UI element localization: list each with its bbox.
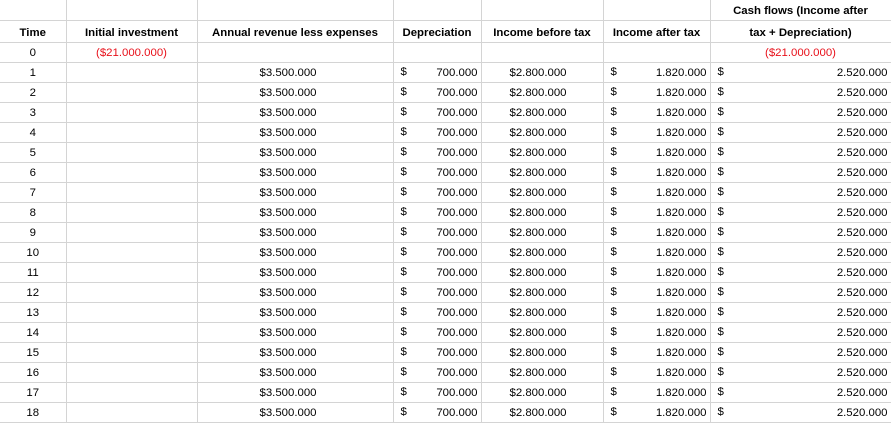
cell[interactable]: [0, 0, 66, 21]
income-before-tax-cell[interactable]: $2.800.000: [481, 343, 603, 363]
dollar-sign: $: [400, 266, 407, 278]
income-after-tax-value: 1.820.000: [655, 227, 707, 239]
depreciation-cell[interactable]: [393, 143, 481, 163]
dollar-sign: $: [610, 126, 617, 138]
dollar-sign: $: [610, 326, 617, 338]
cash-flow-cell[interactable]: [710, 343, 891, 363]
dollar-sign: $: [400, 246, 407, 258]
depreciation-cell[interactable]: [393, 103, 481, 123]
time-cell[interactable]: 8: [0, 203, 66, 223]
table-row: [0, 143, 891, 163]
depreciation-value: 700.000: [436, 207, 478, 219]
income-after-tax-cell[interactable]: [603, 103, 710, 123]
dollar-sign: $: [400, 226, 407, 238]
cash-flow-value: 2.520.000: [836, 147, 888, 159]
time-cell[interactable]: 14: [0, 323, 66, 343]
cash-flow-value: 2.520.000: [836, 407, 888, 419]
header-income-before-tax[interactable]: Income before tax: [481, 21, 603, 43]
table-row: [0, 283, 891, 303]
time-cell[interactable]: 10: [0, 243, 66, 263]
income-before-tax-cell[interactable]: $2.800.000: [481, 103, 603, 123]
revenue-cell[interactable]: $3.500.000: [197, 363, 393, 383]
income-after-tax-cell[interactable]: [603, 303, 710, 323]
cash-flow-cell[interactable]: [710, 183, 891, 203]
depreciation-cell[interactable]: [393, 323, 481, 343]
time-cell[interactable]: 5: [0, 143, 66, 163]
dollar-sign: $: [400, 146, 407, 158]
dollar-sign: $: [610, 366, 617, 378]
dollar-sign: $: [610, 346, 617, 358]
revenue-cell[interactable]: $3.500.000: [197, 83, 393, 103]
income-after-tax-value: 1.820.000: [655, 147, 707, 159]
depreciation-value: 700.000: [436, 107, 478, 119]
income-after-tax-cell[interactable]: [603, 243, 710, 263]
initial-investment-cell[interactable]: [66, 403, 197, 423]
dollar-sign: $: [717, 366, 724, 378]
cell[interactable]: [197, 0, 393, 21]
dollar-sign: $: [610, 266, 617, 278]
header-initial-investment[interactable]: Initial investment: [66, 21, 197, 43]
dollar-sign: $: [400, 106, 407, 118]
income-after-tax-value: 1.820.000: [655, 87, 707, 99]
cash-flow-value: 2.520.000: [836, 167, 888, 179]
header-row: [0, 21, 891, 43]
initial-investment-cell[interactable]: [66, 103, 197, 123]
dollar-sign: $: [400, 166, 407, 178]
dollar-sign: $: [610, 146, 617, 158]
income-after-tax-cell[interactable]: [603, 123, 710, 143]
revenue-cell[interactable]: $3.500.000: [197, 223, 393, 243]
time-cell[interactable]: 6: [0, 163, 66, 183]
income-before-tax-cell[interactable]: $2.800.000: [481, 123, 603, 143]
depreciation-cell[interactable]: [393, 303, 481, 323]
income-after-tax-value: 1.820.000: [655, 267, 707, 279]
depreciation-value: 700.000: [436, 247, 478, 259]
initial-investment-cell[interactable]: [66, 183, 197, 203]
dollar-sign: $: [717, 346, 724, 358]
depreciation-value: 700.000: [436, 367, 478, 379]
table-row: [0, 103, 891, 123]
dollar-sign: $: [610, 106, 617, 118]
time-cell[interactable]: 13: [0, 303, 66, 323]
depreciation-value: 700.000: [436, 387, 478, 399]
revenue-cell[interactable]: $3.500.000: [197, 303, 393, 323]
depreciation-value: 700.000: [436, 127, 478, 139]
revenue-cell[interactable]: $3.500.000: [197, 123, 393, 143]
income-after-tax-value: 1.820.000: [655, 327, 707, 339]
table-row: [0, 383, 891, 403]
cash-flow-cell[interactable]: [710, 363, 891, 383]
cash-flow-value: 2.520.000: [836, 307, 888, 319]
table-row: [0, 83, 891, 103]
income-after-tax-value: 1.820.000: [655, 387, 707, 399]
time-cell[interactable]: 2: [0, 83, 66, 103]
income-after-tax-cell[interactable]: [603, 283, 710, 303]
dollar-sign: $: [717, 66, 724, 78]
income-before-tax-cell[interactable]: $2.800.000: [481, 143, 603, 163]
time-cell[interactable]: 12: [0, 283, 66, 303]
table-row: [0, 303, 891, 323]
depreciation-value: 700.000: [436, 87, 478, 99]
revenue-cell[interactable]: $3.500.000: [197, 63, 393, 83]
depreciation-value: 700.000: [436, 327, 478, 339]
dollar-sign: $: [400, 306, 407, 318]
dollar-sign: $: [717, 166, 724, 178]
income-before-tax-cell[interactable]: $2.800.000: [481, 63, 603, 83]
cash-flow-value: 2.520.000: [836, 207, 888, 219]
dollar-sign: $: [400, 406, 407, 418]
income-before-tax-cell[interactable]: $2.800.000: [481, 223, 603, 243]
depreciation-cell[interactable]: [393, 183, 481, 203]
initial-investment-cell[interactable]: [66, 203, 197, 223]
initial-investment-cell[interactable]: [66, 143, 197, 163]
cash-flow-value: 2.520.000: [836, 267, 888, 279]
cash-flow-value: 2.520.000: [836, 387, 888, 399]
income-after-tax-cell[interactable]: [603, 383, 710, 403]
header-depreciation[interactable]: Depreciation: [393, 21, 481, 43]
income-before-tax-cell[interactable]: $2.800.000: [481, 183, 603, 203]
income-before-tax-cell[interactable]: $2.800.000: [481, 163, 603, 183]
income-after-tax-value: 1.820.000: [655, 187, 707, 199]
dollar-sign: $: [400, 186, 407, 198]
cash-flow-cell[interactable]: [710, 303, 891, 323]
cash-flow-cell[interactable]: [710, 263, 891, 283]
income-after-tax-value: 1.820.000: [655, 67, 707, 79]
time-cell[interactable]: 3: [0, 103, 66, 123]
dollar-sign: $: [400, 366, 407, 378]
income-after-tax-value: 1.820.000: [655, 287, 707, 299]
revenue-cell[interactable]: $3.500.000: [197, 343, 393, 363]
cash-flow-cell[interactable]: [710, 83, 891, 103]
initial-investment-cell[interactable]: [66, 163, 197, 183]
depreciation-cell[interactable]: [393, 363, 481, 383]
time-cell[interactable]: 15: [0, 343, 66, 363]
dollar-sign: $: [400, 206, 407, 218]
depreciation-value: 700.000: [436, 267, 478, 279]
time-cell[interactable]: 18: [0, 403, 66, 423]
dollar-sign: $: [717, 246, 724, 258]
table-row: [0, 343, 891, 363]
initial-investment-cell[interactable]: [66, 343, 197, 363]
cash-flow-value: 2.520.000: [836, 367, 888, 379]
table-row: [0, 323, 891, 343]
cash-flow-value: 2.520.000: [836, 187, 888, 199]
cash-flow-cell[interactable]: [710, 143, 891, 163]
depreciation-cell[interactable]: [393, 343, 481, 363]
dollar-sign: $: [610, 206, 617, 218]
revenue-cell[interactable]: $3.500.000: [197, 383, 393, 403]
depreciation-cell[interactable]: [393, 63, 481, 83]
income-after-tax-cell[interactable]: [603, 143, 710, 163]
cell[interactable]: [393, 43, 481, 63]
revenue-cell[interactable]: $3.500.000: [197, 323, 393, 343]
income-before-tax-cell[interactable]: $2.800.000: [481, 283, 603, 303]
cash-flow-cell[interactable]: ($21.000.000): [710, 43, 891, 63]
depreciation-value: 700.000: [436, 407, 478, 419]
income-after-tax-cell[interactable]: [603, 83, 710, 103]
table-row: [0, 163, 891, 183]
initial-investment-cell[interactable]: ($21.000.000): [66, 43, 197, 63]
cash-flow-cell[interactable]: [710, 203, 891, 223]
table-row: [0, 263, 891, 283]
revenue-cell[interactable]: $3.500.000: [197, 263, 393, 283]
time-cell[interactable]: 4: [0, 123, 66, 143]
income-after-tax-cell[interactable]: [603, 343, 710, 363]
cell[interactable]: [393, 0, 481, 21]
depreciation-cell[interactable]: [393, 163, 481, 183]
income-after-tax-value: 1.820.000: [655, 167, 707, 179]
depreciation-cell[interactable]: [393, 263, 481, 283]
income-after-tax-value: 1.820.000: [655, 207, 707, 219]
income-after-tax-cell[interactable]: [603, 263, 710, 283]
table-row: [0, 223, 891, 243]
table-row: [0, 403, 891, 423]
table-row: [0, 363, 891, 383]
dollar-sign: $: [717, 386, 724, 398]
income-before-tax-cell[interactable]: $2.800.000: [481, 383, 603, 403]
income-after-tax-value: 1.820.000: [655, 347, 707, 359]
cash-flow-value: 2.520.000: [836, 287, 888, 299]
time-cell[interactable]: 11: [0, 263, 66, 283]
table-row: [0, 243, 891, 263]
initial-investment-cell[interactable]: [66, 83, 197, 103]
cash-flow-value: 2.520.000: [836, 227, 888, 239]
income-after-tax-cell[interactable]: [603, 163, 710, 183]
income-before-tax-cell[interactable]: $2.800.000: [481, 203, 603, 223]
top-empty-row: [0, 0, 891, 21]
depreciation-value: 700.000: [436, 187, 478, 199]
income-after-tax-cell[interactable]: [603, 203, 710, 223]
depreciation-cell[interactable]: [393, 383, 481, 403]
cash-flow-value: 2.520.000: [836, 247, 888, 259]
dollar-sign: $: [717, 406, 724, 418]
depreciation-value: 700.000: [436, 147, 478, 159]
initial-investment-cell[interactable]: [66, 63, 197, 83]
income-before-tax-cell[interactable]: $2.800.000: [481, 83, 603, 103]
table-row-time-0: [0, 43, 891, 63]
cash-flow-value: 2.520.000: [836, 107, 888, 119]
dollar-sign: $: [717, 86, 724, 98]
initial-investment-cell[interactable]: [66, 123, 197, 143]
depreciation-cell[interactable]: [393, 223, 481, 243]
time-cell[interactable]: 17: [0, 383, 66, 403]
revenue-cell[interactable]: $3.500.000: [197, 283, 393, 303]
time-cell[interactable]: 16: [0, 363, 66, 383]
cell[interactable]: [603, 0, 710, 21]
header-cash-flows-line2[interactable]: tax + Depreciation): [710, 21, 891, 43]
cash-flow-cell[interactable]: [710, 103, 891, 123]
income-before-tax-cell[interactable]: $2.800.000: [481, 363, 603, 383]
income-after-tax-cell[interactable]: [603, 363, 710, 383]
cell[interactable]: [481, 0, 603, 21]
income-before-tax-cell[interactable]: $2.800.000: [481, 323, 603, 343]
dollar-sign: $: [610, 286, 617, 298]
income-after-tax-cell[interactable]: [603, 223, 710, 243]
initial-investment-cell[interactable]: [66, 323, 197, 343]
revenue-cell[interactable]: $3.500.000: [197, 243, 393, 263]
cash-flow-cell[interactable]: [710, 163, 891, 183]
dollar-sign: $: [610, 186, 617, 198]
header-income-after-tax[interactable]: Income after tax: [603, 21, 710, 43]
cash-flow-cell[interactable]: [710, 243, 891, 263]
cash-flow-cell[interactable]: [710, 383, 891, 403]
initial-investment-cell[interactable]: [66, 243, 197, 263]
dollar-sign: $: [717, 326, 724, 338]
revenue-cell[interactable]: $3.500.000: [197, 103, 393, 123]
dollar-sign: $: [717, 286, 724, 298]
depreciation-cell[interactable]: [393, 83, 481, 103]
header-annual-revenue[interactable]: Annual revenue less expenses: [197, 21, 393, 43]
income-before-tax-cell[interactable]: $2.800.000: [481, 403, 603, 423]
depreciation-value: 700.000: [436, 227, 478, 239]
depreciation-cell[interactable]: [393, 403, 481, 423]
table-row: [0, 183, 891, 203]
depreciation-cell[interactable]: [393, 203, 481, 223]
depreciation-cell[interactable]: [393, 283, 481, 303]
income-after-tax-cell[interactable]: [603, 403, 710, 423]
depreciation-cell[interactable]: [393, 123, 481, 143]
dollar-sign: $: [717, 186, 724, 198]
income-after-tax-value: 1.820.000: [655, 247, 707, 259]
table-row: [0, 123, 891, 143]
initial-investment-cell[interactable]: [66, 223, 197, 243]
dollar-sign: $: [400, 86, 407, 98]
time-cell[interactable]: 7: [0, 183, 66, 203]
cell[interactable]: [603, 43, 710, 63]
revenue-cell[interactable]: $3.500.000: [197, 183, 393, 203]
dollar-sign: $: [610, 226, 617, 238]
income-after-tax-value: 1.820.000: [655, 307, 707, 319]
cash-flow-value: 2.520.000: [836, 327, 888, 339]
income-after-tax-cell[interactable]: [603, 63, 710, 83]
dollar-sign: $: [717, 306, 724, 318]
cash-flow-value: 2.520.000: [836, 67, 888, 79]
depreciation-value: 700.000: [436, 167, 478, 179]
dollar-sign: $: [717, 206, 724, 218]
dollar-sign: $: [610, 66, 617, 78]
initial-investment-cell[interactable]: [66, 283, 197, 303]
cash-flow-cell[interactable]: [710, 123, 891, 143]
dollar-sign: $: [717, 226, 724, 238]
depreciation-value: 700.000: [436, 307, 478, 319]
revenue-cell[interactable]: $3.500.000: [197, 163, 393, 183]
dollar-sign: $: [400, 346, 407, 358]
initial-investment-cell[interactable]: [66, 263, 197, 283]
initial-investment-cell[interactable]: [66, 303, 197, 323]
dollar-sign: $: [400, 286, 407, 298]
cash-flow-value: 2.520.000: [836, 127, 888, 139]
depreciation-value: 700.000: [436, 287, 478, 299]
income-after-tax-cell[interactable]: [603, 183, 710, 203]
table-row: [0, 203, 891, 223]
table-row: [0, 63, 891, 83]
dollar-sign: $: [610, 406, 617, 418]
dollar-sign: $: [400, 386, 407, 398]
cell[interactable]: [481, 43, 603, 63]
cash-flow-value: 2.520.000: [836, 347, 888, 359]
cell[interactable]: [66, 0, 197, 21]
dollar-sign: $: [717, 106, 724, 118]
dollar-sign: $: [400, 126, 407, 138]
dollar-sign: $: [400, 66, 407, 78]
income-after-tax-value: 1.820.000: [655, 107, 707, 119]
initial-investment-cell[interactable]: [66, 363, 197, 383]
dollar-sign: $: [610, 306, 617, 318]
revenue-cell[interactable]: $3.500.000: [197, 203, 393, 223]
dollar-sign: $: [717, 266, 724, 278]
dollar-sign: $: [400, 326, 407, 338]
cell[interactable]: [197, 43, 393, 63]
dollar-sign: $: [610, 166, 617, 178]
income-after-tax-value: 1.820.000: [655, 407, 707, 419]
dollar-sign: $: [610, 246, 617, 258]
dollar-sign: $: [717, 146, 724, 158]
income-after-tax-value: 1.820.000: [655, 367, 707, 379]
header-time[interactable]: Time: [0, 21, 66, 43]
revenue-cell[interactable]: $3.500.000: [197, 143, 393, 163]
time-cell[interactable]: 1: [0, 63, 66, 83]
cash-flow-cell[interactable]: [710, 283, 891, 303]
cash-flow-cell[interactable]: [710, 403, 891, 423]
income-after-tax-cell[interactable]: [603, 323, 710, 343]
revenue-cell[interactable]: $3.500.000: [197, 403, 393, 423]
income-after-tax-value: 1.820.000: [655, 127, 707, 139]
cash-flow-cell[interactable]: [710, 223, 891, 243]
cash-flow-cell[interactable]: [710, 323, 891, 343]
income-before-tax-cell[interactable]: $2.800.000: [481, 303, 603, 323]
depreciation-value: 700.000: [436, 67, 478, 79]
time-cell[interactable]: 0: [0, 43, 66, 63]
income-before-tax-cell[interactable]: $2.800.000: [481, 263, 603, 283]
dollar-sign: $: [610, 86, 617, 98]
depreciation-value: 700.000: [436, 347, 478, 359]
dollar-sign: $: [610, 386, 617, 398]
dollar-sign: $: [717, 126, 724, 138]
cash-flow-value: 2.520.000: [836, 87, 888, 99]
time-cell[interactable]: 9: [0, 223, 66, 243]
income-before-tax-cell[interactable]: $2.800.000: [481, 243, 603, 263]
depreciation-cell[interactable]: [393, 243, 481, 263]
header-cash-flows-line1[interactable]: Cash flows (Income after: [710, 0, 891, 21]
cash-flow-cell[interactable]: [710, 63, 891, 83]
initial-investment-cell[interactable]: [66, 383, 197, 403]
